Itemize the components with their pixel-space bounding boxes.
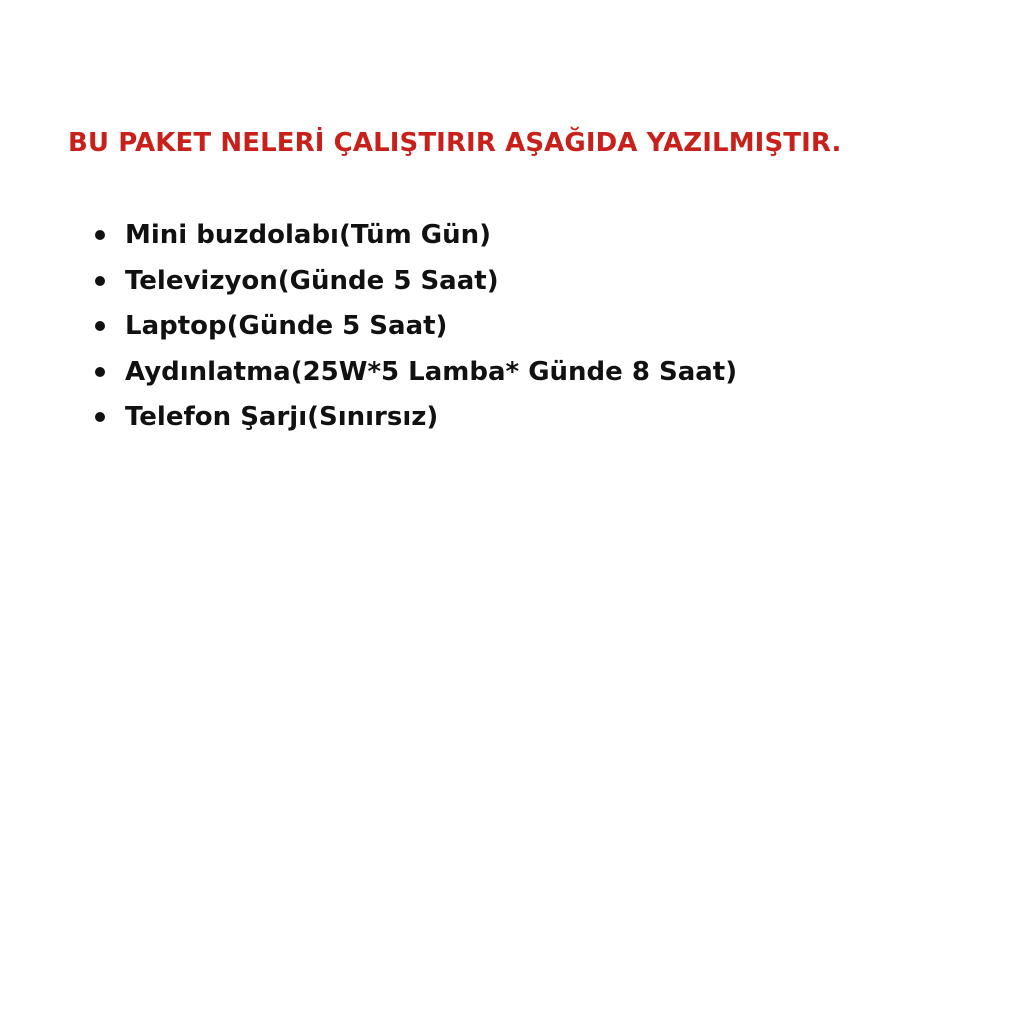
bullet-icon <box>95 367 105 377</box>
bullet-icon <box>95 321 105 331</box>
bullet-icon <box>95 412 105 422</box>
list-item <box>92 396 737 442</box>
list-item-label: Telefon Şarjı(Sınırsız) <box>125 402 439 432</box>
list-item <box>92 351 737 397</box>
appliance-list <box>92 214 737 442</box>
bullet-icon <box>95 276 105 286</box>
list-item <box>92 214 737 260</box>
list-item-label: Laptop(Günde 5 Saat) <box>125 311 448 341</box>
list-item <box>92 305 737 351</box>
page-heading: BU PAKET NELERİ ÇALIŞTIRIR AŞAĞIDA YAZILMIŞTIR. <box>68 128 842 158</box>
list-item-label: Televizyon(Günde 5 Saat) <box>125 265 499 296</box>
bullet-icon <box>95 230 105 240</box>
list-item <box>92 260 737 306</box>
list-item-label: Aydınlatma(25W*5 Lamba* Günde 8 Saat) <box>125 356 738 387</box>
list-item-label: Mini buzdolabı(Tüm Gün) <box>125 220 492 250</box>
